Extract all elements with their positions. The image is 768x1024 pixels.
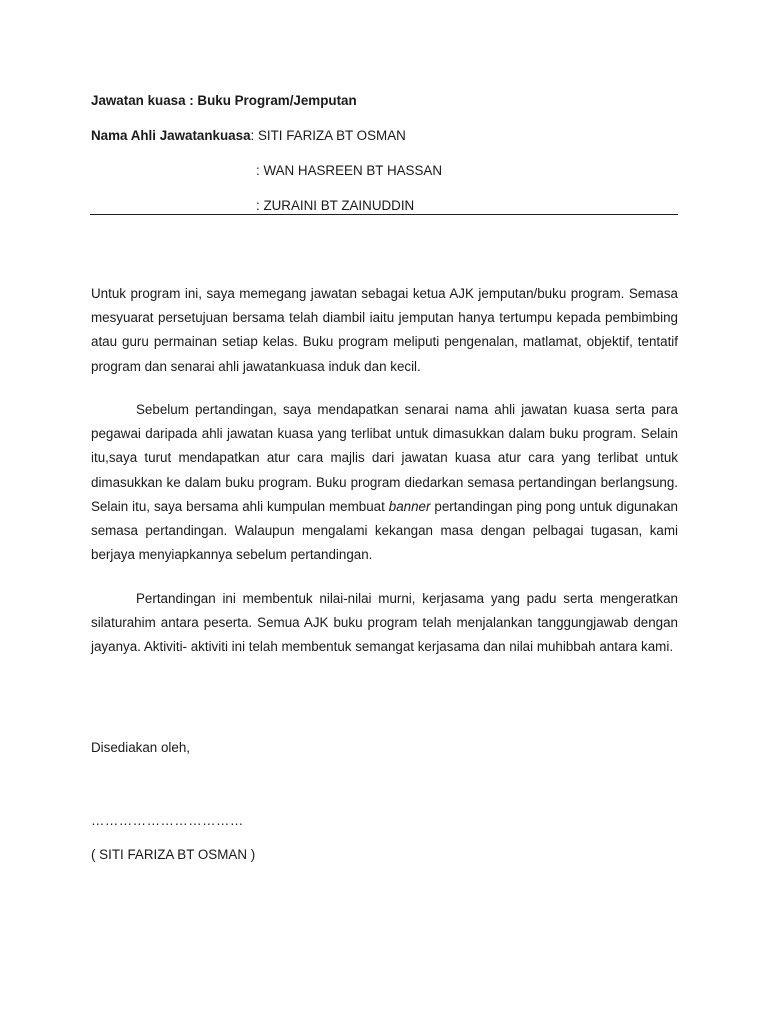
- paragraph-2: [91, 398, 678, 567]
- document-heading: Jawatan kuasa : Buku Program/Jemputan: [91, 93, 357, 108]
- committee-row-1: [91, 127, 406, 145]
- paragraph-2-italic-word: banner: [388, 498, 431, 514]
- committee-label: Nama Ahli Jawatankuasa: [91, 128, 251, 143]
- committee-row-2: [256, 162, 442, 180]
- signatory-name: ( SITI FARIZA BT OSMAN ): [91, 847, 256, 862]
- paragraph-2-text-a: Sebelum pertandingan, saya mendapatkan senarai nama ahli jawatan kuasa serta para pegawai daripada ahli jawatan kuasa yang terlibat untuk dimasukkan dalam buku program. Selain itu,saya turut mendapatkan atur cara majlis dari jawatan kuasa atur cara yang terlibat untuk dimasukkan ke dalam buku program. Buku program diedarkan semasa pertandingan berlangsung. Selain itu, saya bersama ahli kumpulan membuat: [91, 402, 678, 514]
- member-name-3: : ZURAINI BT ZAINUDDIN: [256, 198, 415, 213]
- committee-row-3: [256, 197, 414, 215]
- member-name-1: : SITI FARIZA BT OSMAN: [250, 128, 406, 143]
- paragraph-3: Pertandingan ini membentuk nilai-nilai murni, kerjasama yang padu serta mengeratkan silaturahim antara peserta. Semua AJK buku program telah menjalankan tanggungjawab dengan jayanya. Aktiviti- aktiviti ini telah membentuk semangat kerjasama dan nilai muhibbah antara kami.: [91, 591, 678, 655]
- header-divider: [90, 214, 678, 215]
- member-name-2: : WAN HASREEN BT HASSAN: [256, 163, 443, 178]
- prepared-by-label: Disediakan oleh,: [91, 740, 191, 755]
- paragraph-2-text-b: pertandingan ping pong untuk digunakan semasa pertandingan. Walaupun mengalami kekangan masa dengan pelbagai tugasan, kami berjaya menyiapkannya sebelum pertandingan.: [91, 498, 678, 563]
- signature-line: ……………………………: [91, 813, 244, 828]
- paragraph-1: Untuk program ini, saya memegang jawatan sebagai ketua AJK jemputan/buku program. Semasa mesyuarat persetujuan bersama telah diambil iaitu jemputan hanya tertumpu kepada pembimbing atau guru permainan setiap kelas. Buku program meliputi pengenalan, matlamat, objektif, tentatif program dan senarai ahli jawatankuasa induk dan kecil.: [91, 286, 678, 374]
